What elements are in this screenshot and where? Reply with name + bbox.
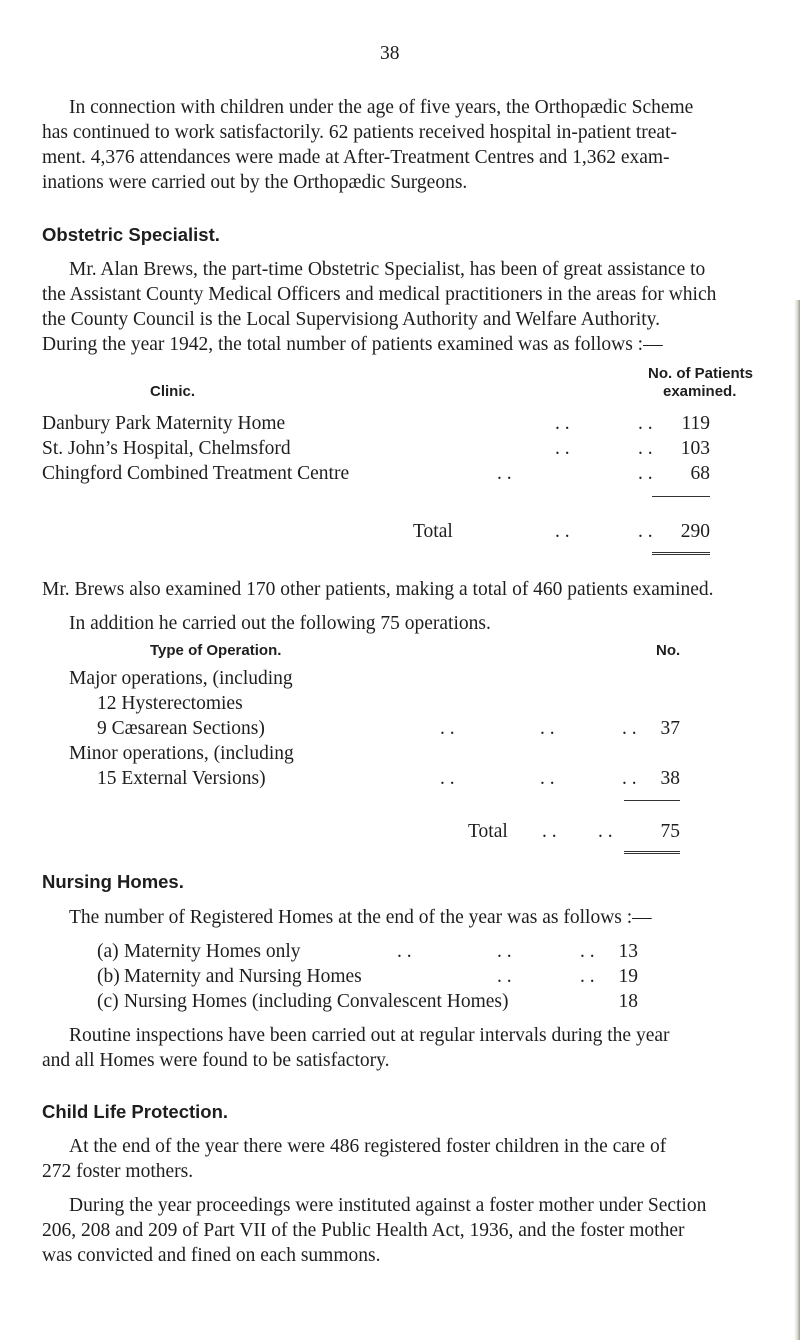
child-life-line-2: 272 foster mothers. (42, 1161, 194, 1182)
page-number: 38 (380, 43, 400, 64)
obstetric-line-4: During the year 1942, the total number of patients examined was as follows :— (42, 334, 663, 355)
child-life-line-3: During the year proceedings were instituted against a foster mother under Section (69, 1195, 707, 1216)
child-life-heading: Child Life Protection. (42, 1101, 229, 1122)
nursing-item-b-dots-b: . . (580, 966, 595, 987)
table-total-double-rule (652, 552, 710, 555)
page-binding-edge (794, 300, 800, 1340)
nursing-item-a-dots-b: . . (497, 941, 512, 962)
ops-col-type: Type of Operation. (150, 642, 282, 659)
ops-total-value: 75 (660, 821, 680, 842)
nursing-item-b-dots-a: . . (497, 966, 512, 987)
ops-minor-dots-a: . . (440, 768, 455, 789)
obstetric-heading: Obstetric Specialist. (42, 224, 220, 245)
table-row-1-value: 119 (681, 413, 710, 434)
child-life-line-4: 206, 208 and 209 of Part VII of the Public Health Act, 1936, and the foster mother (42, 1220, 685, 1241)
intro-line-4: inations were carried out by the Orthopædic Surgeons. (42, 172, 468, 193)
table-row-2-dots-b: . . (638, 438, 653, 459)
intro-line-1: In connection with children under the age of five years, the Orthopædic Scheme (69, 97, 694, 118)
ops-major-dots-a: . . (440, 718, 455, 739)
intro-line-2: has continued to work satisfactorily. 62 patients received hospital in-patient treat- (42, 122, 677, 143)
ops-minor-dots-c: . . (622, 768, 637, 789)
nursing-item-a-dots-a: . . (397, 941, 412, 962)
table-row-2-value: 103 (680, 438, 710, 459)
obstetric-after-line-2: In addition he carried out the following 75 operations. (69, 613, 491, 634)
nursing-item-c-value: 18 (618, 991, 638, 1012)
ops-total-dots-a: . . (542, 821, 557, 842)
table-row-2-dots-a: . . (555, 438, 570, 459)
table-total-rule (652, 496, 710, 497)
table-total-dots-b: . . (638, 521, 653, 542)
ops-total-label: Total (468, 821, 508, 842)
table-row-3-value: 68 (690, 463, 710, 484)
ops-major-value: 37 (660, 718, 680, 739)
ops-minor-line-1: Minor operations, (including (69, 743, 294, 764)
obstetric-after-line-1: Mr. Brews also examined 170 other patients, making a total of 460 patients examined. (42, 579, 714, 600)
table-row-3-clinic: Chingford Combined Treatment Centre (42, 463, 350, 484)
nursing-item-b-text: Maternity and Nursing Homes (124, 966, 362, 987)
nursing-after-line-2: and all Homes were found to be satisfactory. (42, 1050, 390, 1071)
table-row-2-clinic: St. John’s Hospital, Chelmsford (42, 438, 291, 459)
obstetric-line-2: the Assistant County Medical Officers and medical practitioners in the areas for which (42, 284, 717, 305)
child-life-line-5: was convicted and fined on each summons. (42, 1245, 381, 1266)
table-total-label: Total (413, 521, 453, 542)
nursing-heading: Nursing Homes. (42, 871, 184, 892)
table-row-1-clinic: Danbury Park Maternity Home (42, 413, 286, 434)
ops-total-rule (624, 800, 680, 801)
table-col-patients-2: examined. (663, 383, 737, 400)
nursing-item-a-label: (a) (97, 941, 119, 962)
table-row-3-dots-a: . . (497, 463, 512, 484)
ops-major-line-3: 9 Cæsarean Sections) (97, 718, 265, 739)
nursing-after-line-1: Routine inspections have been carried out at regular intervals during the year (69, 1025, 670, 1046)
nursing-item-b-label: (b) (97, 966, 120, 987)
nursing-item-c-text: Nursing Homes (including Convalescent Homes) (124, 991, 509, 1012)
obstetric-line-3: the County Council is the Local Supervisiong Authority and Welfare Authority. (42, 309, 661, 330)
ops-major-line-1: Major operations, (including (69, 668, 293, 689)
intro-line-3: ment. 4,376 attendances were made at After-Treatment Centres and 1,362 exam- (42, 147, 670, 168)
ops-minor-value: 38 (660, 768, 680, 789)
table-row-1-dots-a: . . (555, 413, 570, 434)
nursing-item-a-dots-c: . . (580, 941, 595, 962)
ops-minor-dots-b: . . (540, 768, 555, 789)
obstetric-line-1: Mr. Alan Brews, the part-time Obstetric Specialist, has been of great assistance to (69, 259, 706, 280)
nursing-item-a-text: Maternity Homes only (124, 941, 301, 962)
table-total-dots-a: . . (555, 521, 570, 542)
ops-major-dots-b: . . (540, 718, 555, 739)
ops-major-line-2: 12 Hysterectomies (97, 693, 243, 714)
table-row-1-dots-b: . . (638, 413, 653, 434)
table-total-value: 290 (680, 521, 710, 542)
nursing-item-a-value: 13 (618, 941, 638, 962)
ops-total-dots-b: . . (598, 821, 613, 842)
ops-col-no: No. (656, 642, 681, 659)
nursing-intro: The number of Registered Homes at the end of the year was as follows :— (69, 907, 652, 928)
child-life-line-1: At the end of the year there were 486 registered foster children in the care of (69, 1136, 667, 1157)
ops-major-dots-c: . . (622, 718, 637, 739)
nursing-item-c-label: (c) (97, 991, 119, 1012)
ops-minor-line-2: 15 External Versions) (97, 768, 266, 789)
ops-total-double-rule (624, 851, 680, 854)
table-col-patients-1: No. of Patients (648, 365, 754, 382)
table-row-3-dots-b: . . (638, 463, 653, 484)
table-col-clinic: Clinic. (150, 383, 196, 400)
nursing-item-b-value: 19 (618, 966, 638, 987)
